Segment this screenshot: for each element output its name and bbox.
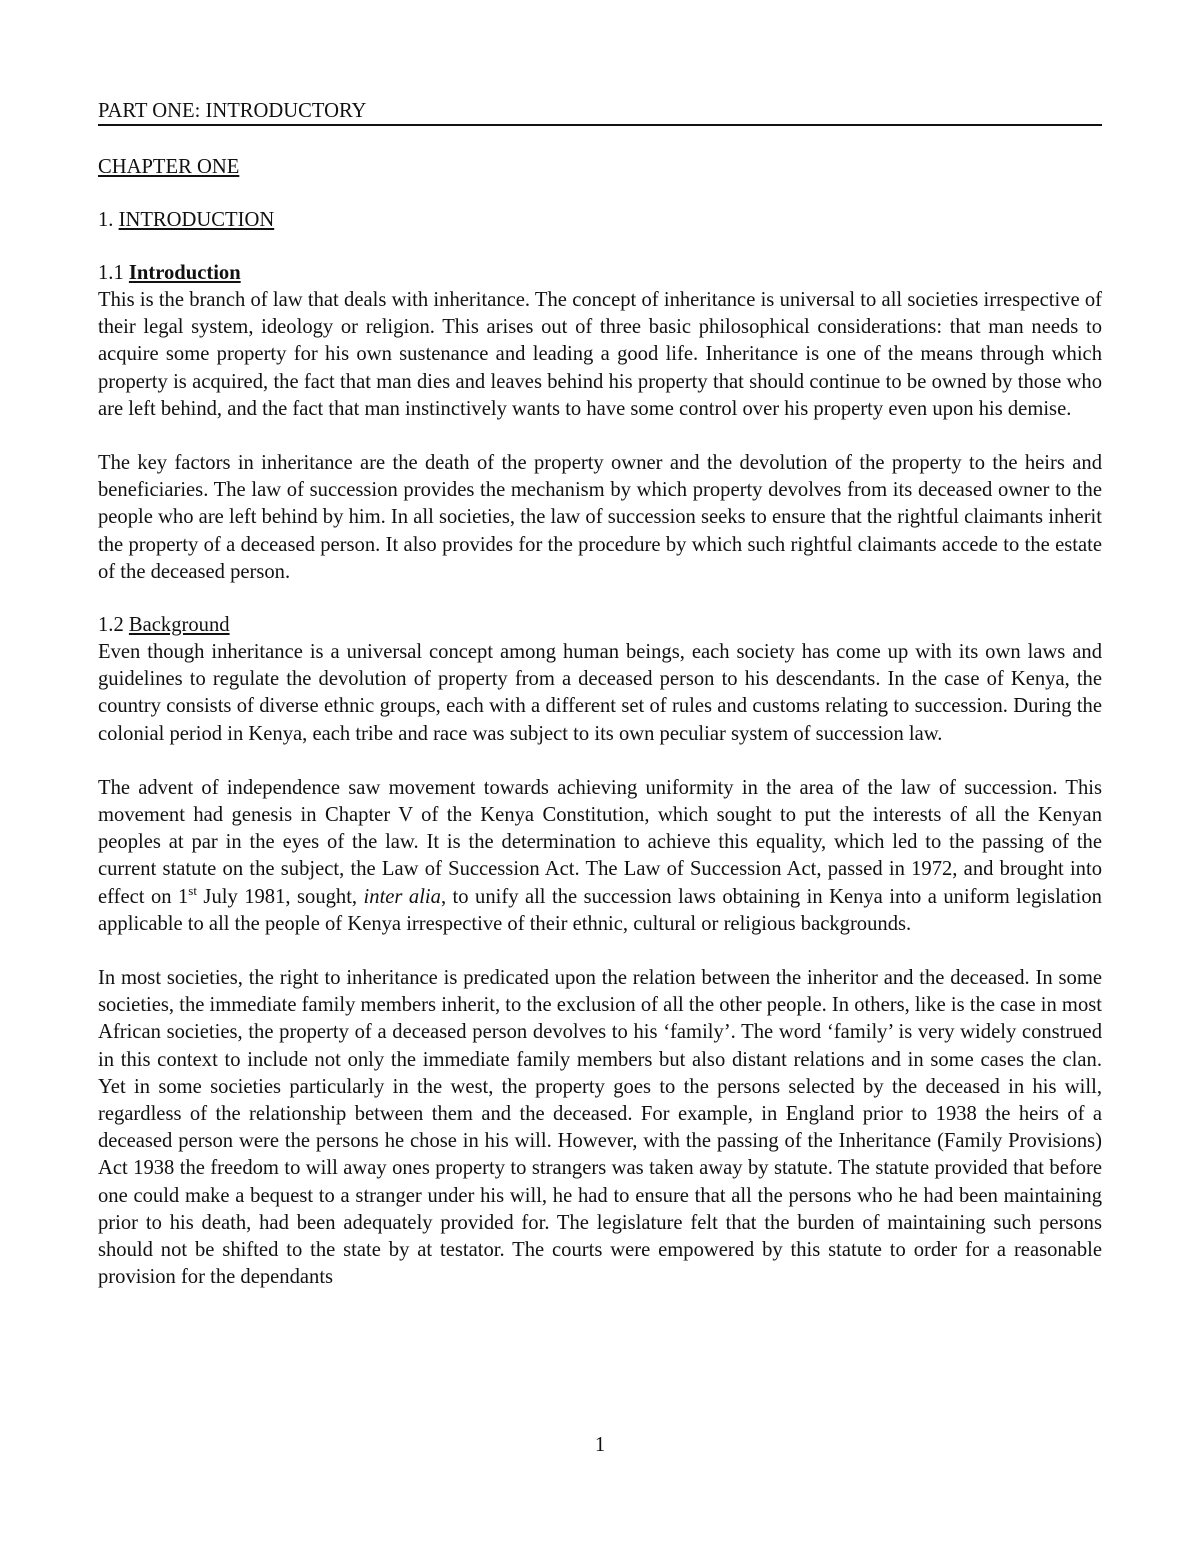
chapter-heading: CHAPTER ONE xyxy=(98,156,240,178)
latin-phrase: inter alia xyxy=(363,885,441,908)
advent-text-middle: July 1981, sought, xyxy=(196,885,364,908)
ordinal-suffix: st xyxy=(188,882,197,898)
subsection-heading-introduction xyxy=(98,260,1102,287)
paragraph-background: Even though inheritance is a universal concept among human beings, each society has come up with its own laws and guidelines to regulate the devolution of property from a deceased person to his descendants. In the case of Kenya, the country consists of diverse ethnic groups, each with a different set of rules and customs relating to succession. During the colonial period in Kenya, each tribe and race was subject to its own peculiar system of succession law. xyxy=(98,641,1102,745)
subsection-number: 1.1 xyxy=(98,262,124,284)
section-heading xyxy=(98,207,1102,234)
paragraph-inheritance-definition: This is the branch of law that deals with inheritance. The concept of inheritance is universal to all societies irrespective of their legal system, ideology or religion. This arises out of three basic philosophical considerations: that man needs to acquire some property for his own sustenance and leading a good life. Inheritance is one of the means through which property is acquired, the fact that man dies and leaves behind his property that should continue to be owned by those who are left behind, and the fact that man instinctively wants to have some control over his property even upon his demise. xyxy=(98,289,1102,420)
advent-text-start: The advent of independence saw movement towards achieving uniformity in the area of the law of succession. This movement had genesis in Chapter V of the Kenya Constitution, which sought to put the interests of all the Kenyan peoples at par in the eyes of the law. It is the determination to achieve this equality, which led to the passing of the current statute on the subject, the Law of Succession Act. The Law of Succession Act, passed in 1972, and brought into effect on 1 xyxy=(98,776,1102,908)
paragraph-advent-of-independence xyxy=(98,775,1102,938)
page-number: 1 xyxy=(594,1434,606,1456)
subsection-title: Introduction xyxy=(128,262,241,284)
subsection-title: Background xyxy=(128,614,230,637)
subsection-heading-background xyxy=(98,612,1102,639)
section-number: 1. xyxy=(98,209,114,231)
paragraph-right-to-inheritance: In most societies, the right to inheritance is predicated upon the relation between the inheritor and the deceased. In some societies, the immediate family members inherit, to the exclusion of all the other people. In others, like is the case in most African societies, the property of a deceased person devolves to his ‘family’. The word ‘family’ is very widely construed in this context to include not only the immediate family members but also distant relations and in some cases the clan. Yet in some societies particularly in the west, the property goes to the persons selected by the deceased in his will, regardless of the relationship between them and the deceased. For example, in England prior to 1938 the heirs of a deceased person were the persons he chose in his will. However, with the passing of the Inheritance (Family Provisions) Act 1938 the freedom to will away ones property to strangers was taken away by statute. The statute provided that before one could make a bequest to a stranger under his will, he had to ensure that all the persons who he had been maintaining prior to his death, had been adequately provided for. The legislature felt that the burden of maintaining such persons should not be shifted to the state by at testator. The courts were empowered by this statute to order for a reasonable provision for the dependants xyxy=(98,967,1102,1289)
section-title: INTRODUCTION xyxy=(118,209,275,231)
document-page xyxy=(98,98,1102,1292)
paragraph-key-factors: The key factors in inheritance are the death of the property owner and the devolution of the property to the heirs and beneficiaries. The law of succession provides the mechanism by which property devolves from its deceased owner to the people who are left behind by him. In all societies, the law of succession seeks to ensure that the rightful claimants inherit the property of a deceased person. It also provides for the procedure by which such rightful claimants accede to the estate of the deceased person. xyxy=(98,452,1102,583)
advent-text-end: , to unify all the succession laws obtaining in Kenya into a uniform legislation applicable to all the people of Kenya irrespective of their ethnic, cultural or religious backgrounds. xyxy=(98,885,1102,935)
subsection-number: 1.2 xyxy=(98,614,124,637)
part-heading: PART ONE: INTRODUCTORY xyxy=(98,98,1102,126)
